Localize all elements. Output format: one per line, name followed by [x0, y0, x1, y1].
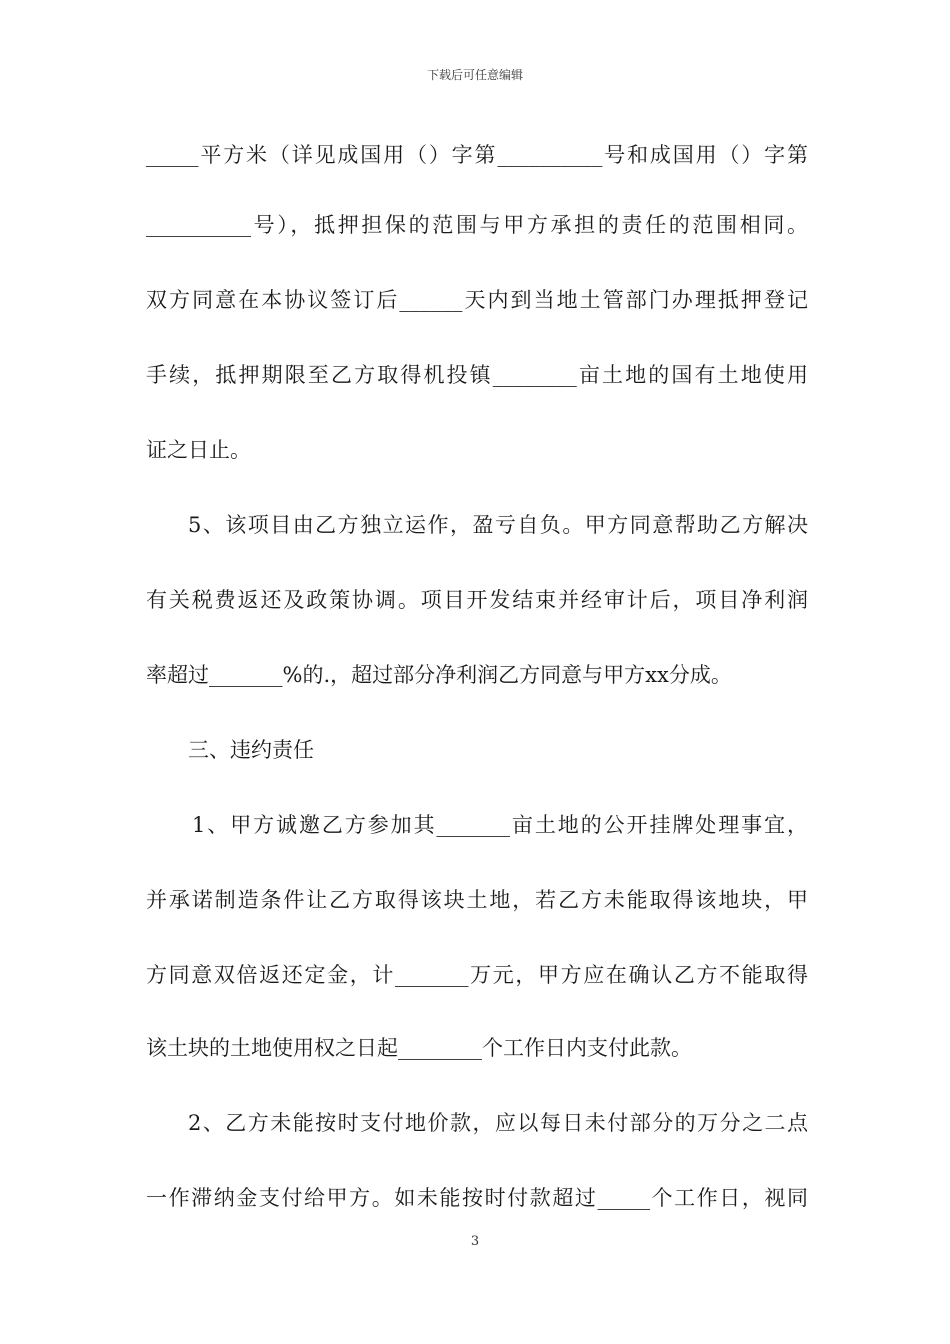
text-line: 有关税费返还及政策协调。项目开发结束并经审计后，项目净利润	[146, 588, 808, 612]
text-line: 1、甲方诚邀乙方参加其_______亩土地的公开挂牌处理事宜，	[192, 813, 808, 837]
text-line: _____平方米（详见成国用（）字第__________号和成国用（）字第	[146, 143, 808, 167]
text-line: 一作滞纳金支付给甲方。如未能按时付款超过_____个工作日，视同	[146, 1186, 808, 1210]
text-line: 手续，抵押期限至乙方取得机投镇________亩土地的国有土地使用	[146, 363, 808, 387]
text-line: 率超过_______%的.，超过部分净利润乙方同意与甲方xx分成。	[146, 663, 732, 687]
text-line: 2、乙方未能按时支付地价款，应以每日未付部分的万分之二点	[188, 1111, 808, 1135]
page-number: 3	[470, 1234, 480, 1249]
section-heading: 三、违约责任	[188, 738, 314, 762]
text-line: 并承诺制造条件让乙方取得该块土地，若乙方未能取得该地块，甲	[146, 888, 808, 912]
text-line: __________号），抵押担保的范围与甲方承担的责任的范围相同。	[146, 213, 808, 237]
text-line: 方同意双倍返还定金，计_______万元，甲方应在确认乙方不能取得	[146, 963, 808, 987]
text-line: 双方同意在本协议签订后______天内到当地土管部门办理抵押登记	[146, 288, 808, 312]
page-header: 下载后可任意编辑	[426, 68, 523, 82]
text-line: 该土块的土地使用权之日起________个工作日内支付此款。	[146, 1036, 692, 1060]
text-line: 证之日止。	[146, 438, 251, 462]
text-line: 5、该项目由乙方独立运作，盈亏自负。甲方同意帮助乙方解决	[188, 513, 808, 537]
